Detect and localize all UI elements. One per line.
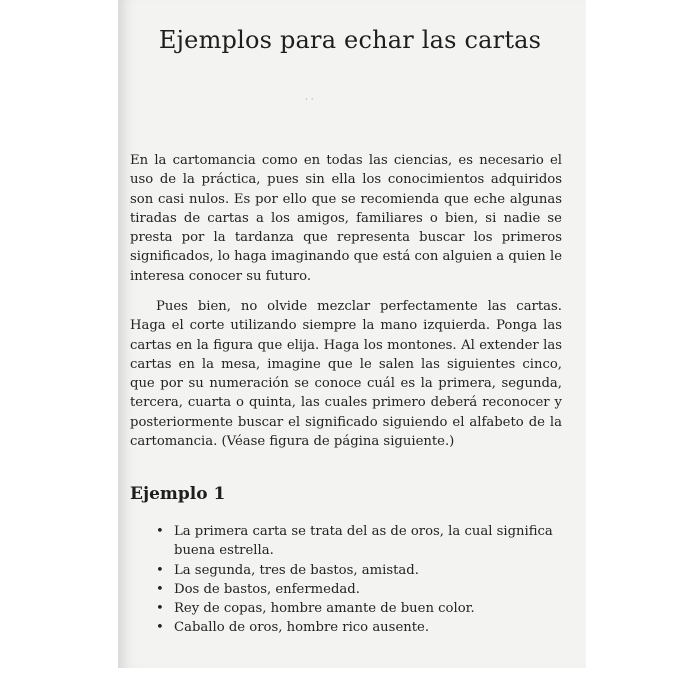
ornament: · · [305, 95, 314, 105]
list-item-text: Rey de copas, hombre amante de buen color. [174, 601, 475, 617]
list-item [156, 618, 566, 637]
list-item-text: Caballo de oros, hombre rico ausente. [174, 620, 430, 636]
page-title: Ejemplos para echar las cartas [158, 26, 542, 54]
section-heading: Ejemplo 1 [130, 484, 226, 504]
list-item [156, 580, 566, 599]
list-item-text: Dos de bastos, enfermedad. [174, 581, 360, 597]
bullet-icon: • [156, 524, 164, 539]
bullet-icon: • [156, 620, 164, 636]
list-item [156, 561, 566, 580]
example-list [156, 522, 566, 638]
paragraph-intro: En la cartomancia como en todas las ciencias, es necesario el uso de la práctica, pues sin ella los conocimientos adquiridos son casi nulos. Es por ello que se recomienda que eche algunas tiradas de cartas a los amigos, familiares o bien, si nadie se presta por la tardanza que representa buscar los primeros significados, lo haga imaginando que está con alguien a quien le interesa conocer su futuro. [130, 153, 562, 284]
list-item-text: La segunda, tres de bastos, amistad. [174, 562, 419, 578]
list-item-text: La primera carta se trata del as de oros, la cual significa buena estrella. [174, 524, 553, 559]
bullet-icon: • [156, 601, 164, 617]
bullet-icon: • [156, 581, 164, 597]
paragraph-instructions: Pues bien, no olvide mezclar perfectamente las cartas. Haga el corte utilizando siempre la mano izquierda. Ponga las cartas en la figura que elija. Haga los montones. Al extender las cartas en la mesa, imagine que le salen las siguientes cinco, que por su numeración se conoce cuál es la primera, segunda, tercera, cuarta o quinta, las cuales primero deberá reconocer y posteriormente buscar el significado siguiendo el alfabeto de la cartomancia. (Véase figura de página siguiente.) [130, 299, 562, 450]
bullet-icon: • [156, 562, 164, 578]
list-item [156, 599, 566, 618]
list-item [156, 522, 566, 561]
